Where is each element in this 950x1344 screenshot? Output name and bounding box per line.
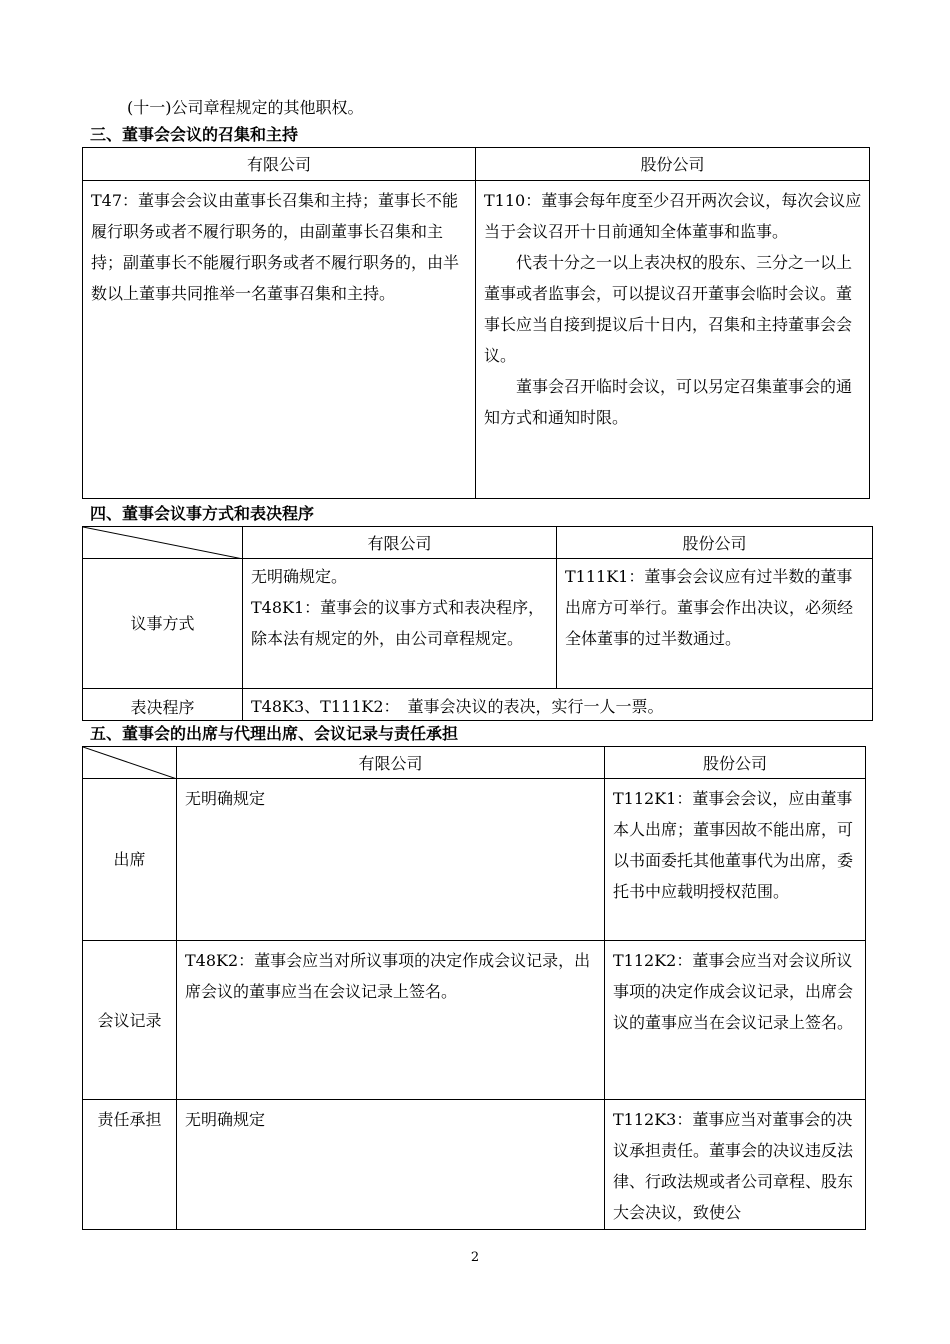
section3-header-joint: 股份公司 bbox=[476, 148, 870, 181]
intro-line: (十一)公司章程规定的其他职权。 bbox=[127, 98, 364, 117]
section3-joint-cell bbox=[476, 181, 870, 499]
section4-row-label-voting: 表决程序 bbox=[83, 689, 243, 721]
section5-row-label-minutes: 会议记录 bbox=[83, 941, 177, 1100]
diagonal-line bbox=[83, 527, 243, 559]
section5-attendance-limited: 无明确规定 bbox=[177, 779, 605, 941]
section4-header-limited: 有限公司 bbox=[243, 527, 557, 559]
section4-method-limited-l2: T48K1：董事会的议事方式和表决程序，除本法有规定的外，由公司章程规定。 bbox=[251, 598, 545, 648]
section3-joint-p3: 董事会召开临时会议，可以另定召集董事会的通知方式和通知时限。 bbox=[484, 377, 853, 427]
section3-limited-text: T47：董事会会议由董事长召集和主持；董事长不能履行职务或者不履行职务的，由副董事长召集和主持；副董事长不能履行职务或者不履行职务的，由半数以上董事共同推举一名董事召集和主持。 bbox=[91, 191, 460, 303]
section3-joint-p1: T110：董事会每年度至少召开两次会议，每次会议应当于会议召开十日前通知全体董事和监事。 bbox=[484, 191, 862, 241]
section3-table bbox=[82, 147, 870, 499]
section5-corner-cell bbox=[83, 747, 177, 779]
section3-title: 三、董事会会议的召集和主持 bbox=[90, 125, 299, 144]
section5-header-limited: 有限公司 bbox=[177, 747, 605, 779]
section4-row-label-method: 议事方式 bbox=[83, 559, 243, 689]
section4-corner-cell bbox=[83, 527, 243, 559]
section4-header-joint: 股份公司 bbox=[557, 527, 873, 559]
page-number: 2 bbox=[470, 1250, 480, 1265]
section3-joint-p2: 代表十分之一以上表决权的股东、三分之一以上董事或者监事会，可以提议召开董事会临时会议。董事长应当自接到提议后十日内，召集和主持董事会会议。 bbox=[484, 253, 853, 365]
section4-table bbox=[82, 526, 873, 721]
section4-title: 四、董事会议事方式和表决程序 bbox=[90, 504, 315, 523]
section3-limited-cell bbox=[83, 181, 476, 499]
section4-method-joint-cell bbox=[557, 559, 873, 689]
section3-header-limited: 有限公司 bbox=[83, 148, 476, 181]
section5-minutes-joint: T112K2：董事会应当对会议所议事项的决定作成会议记录，出席会议的董事应当在会议记录上签名。 bbox=[605, 941, 866, 1100]
section5-title: 五、董事会的出席与代理出席、会议记录与责任承担 bbox=[90, 724, 459, 743]
section5-minutes-limited: T48K2：董事会应当对所议事项的决定作成会议记录，出席会议的董事应当在会议记录上签名。 bbox=[177, 941, 605, 1100]
section4-method-limited-cell bbox=[243, 559, 557, 689]
section4-voting-text: T48K3、T111K2： 董事会决议的表决，实行一人一票。 bbox=[243, 689, 873, 721]
section5-liability-joint: T112K3：董事应当对董事会的决议承担责任。董事会的决议违反法律、行政法规或者公司章程、股东大会决议，致使公 bbox=[605, 1100, 866, 1230]
diagonal-line bbox=[83, 747, 177, 779]
section5-row-label-attendance: 出席 bbox=[83, 779, 177, 941]
section5-header-joint: 股份公司 bbox=[605, 747, 866, 779]
section5-table bbox=[82, 746, 866, 1230]
section5-row-label-liability: 责任承担 bbox=[83, 1100, 177, 1230]
section5-liability-limited: 无明确规定 bbox=[177, 1100, 605, 1230]
section4-method-limited-l1: 无明确规定。 bbox=[251, 567, 348, 586]
section4-method-joint-text: T111K1：董事会会议应有过半数的董事出席方可举行。董事会作出决议，必须经全体董事的过半数通过。 bbox=[565, 567, 854, 648]
section5-attendance-joint: T112K1：董事会会议，应由董事本人出席；董事因故不能出席，可以书面委托其他董事代为出席，委托书中应载明授权范围。 bbox=[605, 779, 866, 941]
